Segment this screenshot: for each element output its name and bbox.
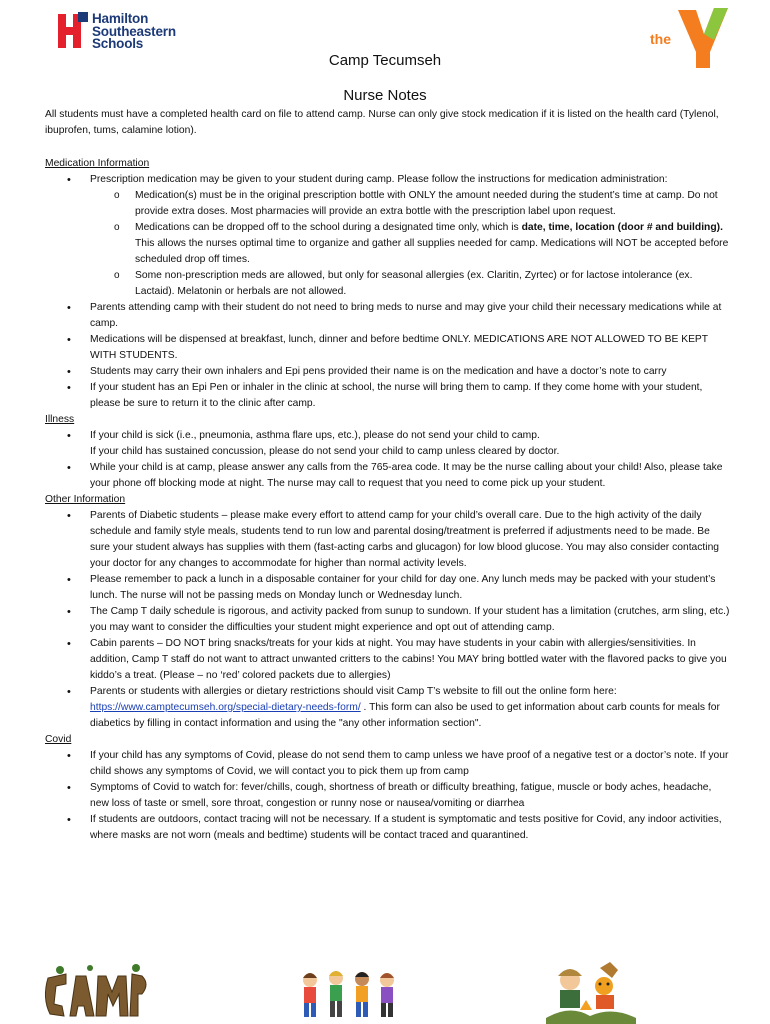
hse-logo-text: Hamilton Southeastern Schools bbox=[92, 11, 176, 51]
list-item: • If your student has an Epi Pen or inhaler in the clinic at school, the nurse will bring them to camp. If they come home with your student, please be sure to return it to the clinic after camp. bbox=[45, 380, 730, 412]
covid-list bbox=[45, 748, 730, 844]
list-item: • The Camp T daily schedule is rigorous, and activity packed from sunup to sundown. If your student has a limitation (crutches, arm sling, etc.) you may want to consider the difficulties your student might experience and opt out of attending camp. bbox=[45, 604, 730, 636]
intro-paragraph: All students must have a completed health card on file to attend camp. Nurse can only give stock medication if it is listed on the health card (Tylenol, ibuprofen, tums, calamine lotion). bbox=[45, 109, 719, 136]
hse-logo-mark bbox=[58, 12, 88, 50]
kids-clipart-image bbox=[288, 966, 408, 1024]
list-item: • Parents attending camp with their student do not need to bring meds to nurse and may give your child their necessary medications while at camp. bbox=[45, 300, 730, 332]
camp-wordart-image bbox=[40, 958, 150, 1024]
section-heading-medication: Medication Information bbox=[45, 158, 150, 169]
other-list bbox=[45, 508, 730, 732]
list-item: • Cabin parents – DO NOT bring snacks/treats for your kids at night. You may have students in your cabin with allergies/sensitivities. In addition, Camp T staff do not want to attract unwanted critters to the cabins! You MAY bring bottled water with the flavored packs to give you kiddo’s a treat. (Please – no ‘red’ colored packets due to allergies) bbox=[45, 636, 730, 684]
list-item: • If your child has any symptoms of Covid, please do not send them to camp unless we have proof of a negative test or a doctor’s note. If your child shows any symptoms of Covid, we will contact you to pick them up from camp bbox=[45, 748, 730, 780]
list-item: • Parents of Diabetic students – please make every effort to attend camp for your child’s overall care. Due to the high activity of the daily schedule and family style meals, students tend to run low and parental dosing/treatment is preferred if adjustments need to be made. Be sure your student always has supplies with them (fast-acting carbs and glucagon) for low blood glucose. You may also consider contacting your doctor for any changes to accommodate for higher than normal activity levels. bbox=[45, 508, 730, 572]
list-item: • Parents or students with allergies or dietary restrictions should visit Camp T’s website to fill out the online form here: https://www.camptecumseh.org/special-dietary-needs-form/ . This form can also be used to get information about carb counts for meals for diabetics by filling in contact information and using the "any other information section". bbox=[45, 684, 730, 732]
medication-list bbox=[45, 172, 730, 412]
medication-sublist bbox=[90, 188, 730, 300]
hse-logo bbox=[58, 12, 198, 54]
list-item: • Medications will be dispensed at breakfast, lunch, dinner and before bedtime ONLY. MEDICATIONS ARE NOT ALLOWED TO BE KEPT WITH STUDENTS. bbox=[45, 332, 730, 364]
dietary-form-link[interactable]: https://www.camptecumseh.org/special-dietary-needs-form/ bbox=[90, 702, 361, 713]
list-item: • While your child is at camp, please answer any calls from the 765-area code. It may be the nurse calling about your child! Also, please take your phone off blocking mode at night. The nurse may call to request that you need to come pick up your student. bbox=[45, 460, 730, 492]
page-subtitle: Nurse Notes bbox=[343, 87, 427, 104]
scout-clipart-image bbox=[540, 960, 640, 1024]
section-heading-other: Other Information bbox=[45, 494, 126, 505]
section-heading-covid: Covid bbox=[45, 734, 72, 745]
sub-list-item: o Medication(s) must be in the original prescription bottle with ONLY the amount needed during the student’s time at camp. Do not provide extra doses. Most pharmacies will provide an extra bottle with the prescription label upon request. bbox=[90, 188, 730, 220]
svg-text:the: the bbox=[650, 31, 671, 47]
list-item: • Please remember to pack a lunch in a disposable container for your child for day one. Any lunch meds may be packed with your student’s lunch. The nurse will not be passing meds on Monday lunch or Wednesday lunch. bbox=[45, 572, 730, 604]
list-item: • Symptoms of Covid to watch for: fever/chills, cough, shortness of breath or difficulty breathing, fatigue, muscle or body aches, headache, new loss of taste or smell, sore throat, congestion or runny nose or nausea/vomiting or diarrhea bbox=[45, 780, 730, 812]
page-title: Camp Tecumseh bbox=[328, 52, 442, 69]
sub-list-item: o Some non-prescription meds are allowed, but only for seasonal allergies (ex. Claritin, Zyrtec) or for lactose intolerance (ex. Lactaid). Melatonin or herbals are not allowed. bbox=[90, 268, 730, 300]
sub-list-item: o Medications can be dropped off to the school during a designated time only, which is date, time, location (door # and building). This allows the nurses optimal time to organize and gather all supplies needed for camp. Medications will NOT be accepted before scheduled drop off times. bbox=[90, 220, 730, 268]
list-item: • If students are outdoors, contact tracing will not be necessary. If a student is symptomatic and tests positive for Covid, any indoor activities, where masks are not worn (meals and bedtime) students will be contact traced and quarantined. bbox=[45, 812, 730, 844]
list-item: • If your child is sick (i.e., pneumonia, asthma flare ups, etc.), please do not send your child to camp. If your child has sustained concussion, please do not send your child to camp unless cleared by doctor. bbox=[45, 428, 730, 460]
document-body bbox=[45, 107, 730, 844]
list-item: • Prescription medication may be given to your student during camp. Please follow the instructions for medication administration: o Medication(s) must be in the original prescription bottle with ONLY the amount needed during the student’s time at camp. Do not provide extra doses. Most pharmacies will provide an extra bottle with the prescription label upon request. o Medications can be dropped off to the school during a designated time only, which is date, time, location (door # and building). This allows the nurses optimal time to organize and gather all supplies needed for camp. Medications will NOT be accepted before scheduled drop off times. o Some non-prescription meds are allowed, but only for seasonal allergies (ex. Claritin, Zyrtec) or for lactose intolerance (ex. Lactaid). Melatonin or herbals are not allowed. bbox=[45, 172, 730, 300]
list-item: • Students may carry their own inhalers and Epi pens provided their name is on the medication and have a doctor’s note to carry bbox=[45, 364, 730, 380]
illness-list bbox=[45, 428, 730, 492]
section-heading-illness: Illness bbox=[45, 414, 75, 425]
